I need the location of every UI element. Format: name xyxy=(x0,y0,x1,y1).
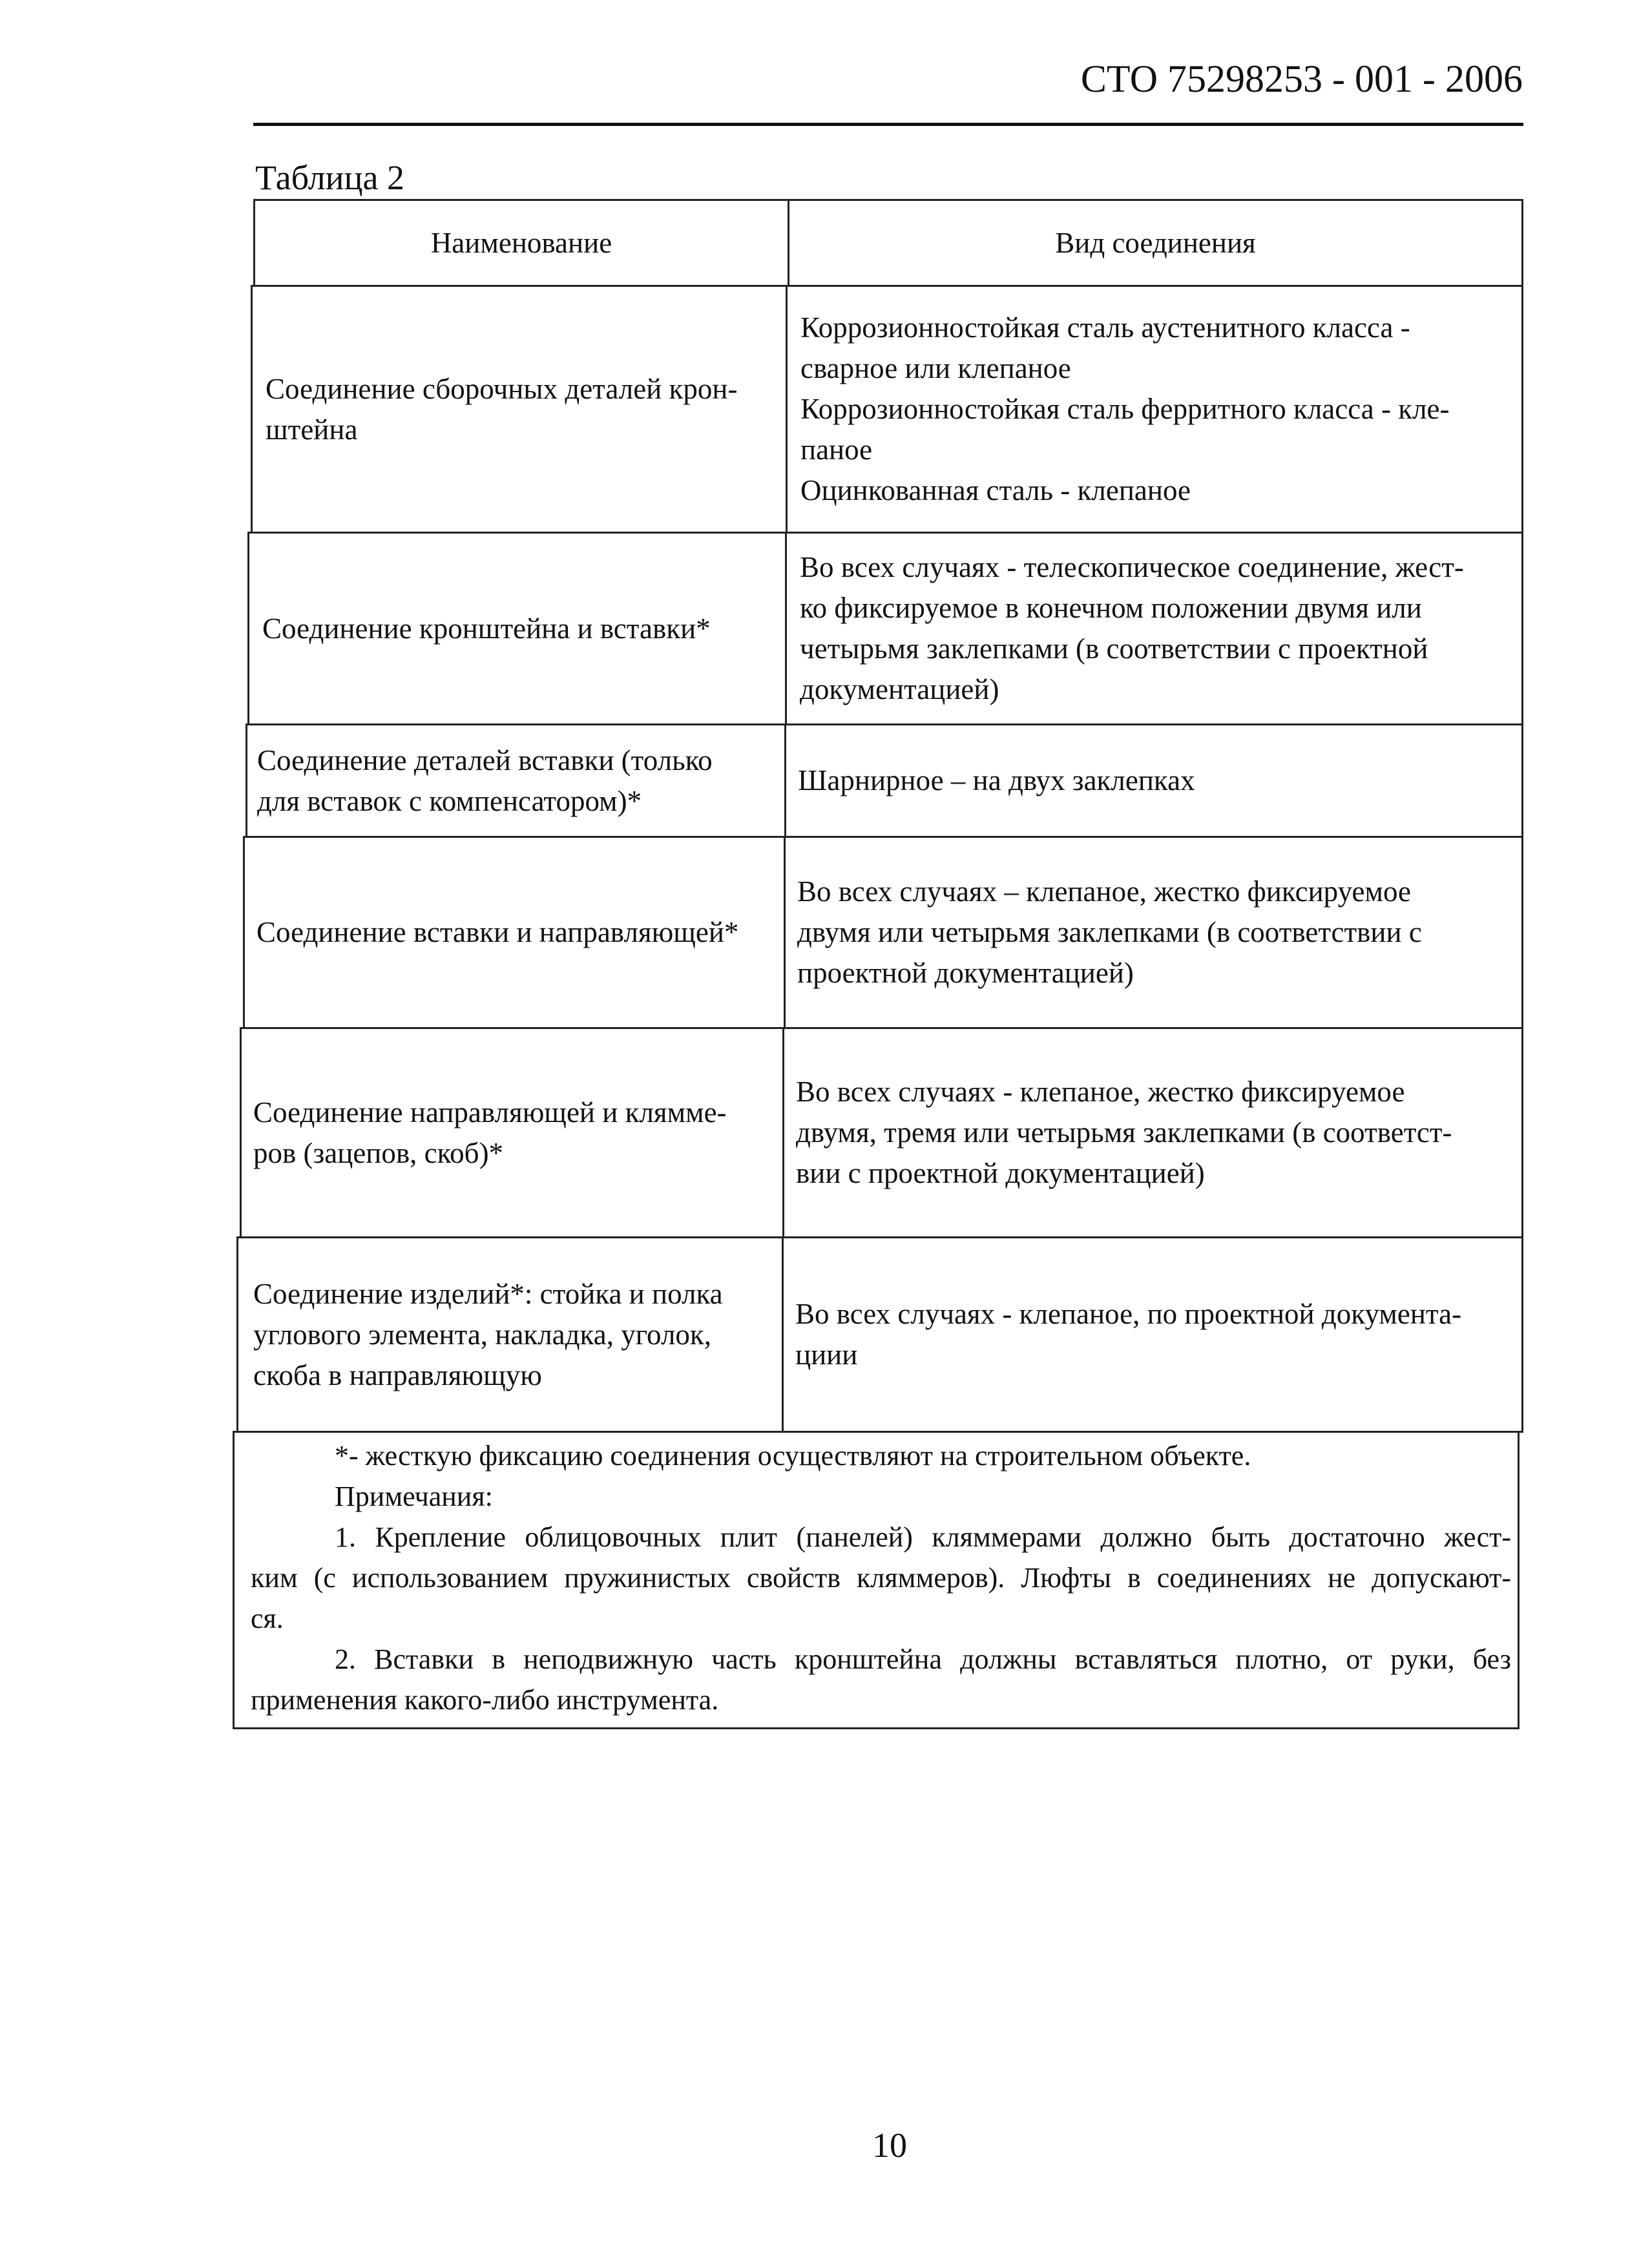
cell-text-line: четырьмя заклепками (в соответствии с проектной xyxy=(800,632,1428,665)
cell-text-line: Коррозионностойкая сталь аустенитного класса - xyxy=(800,311,1410,344)
cell-text-line: проектной документацией) xyxy=(797,957,1134,989)
cell-text-line: циии xyxy=(795,1338,858,1371)
cell-text-line: Во всех случаях - клепаное, жестко фиксируемое xyxy=(796,1076,1405,1108)
column-header-name xyxy=(253,199,789,287)
table-row-4-name xyxy=(243,836,786,1029)
cell-text-line: ко фиксируемое в конечном положении двумя или xyxy=(800,592,1422,624)
cell-text-line: для вставок с компенсатором)* xyxy=(257,784,642,817)
table-row-6-name xyxy=(236,1236,784,1433)
cell-text-line: сварное или клепаное xyxy=(800,352,1071,384)
cell-text-line: Соединение сборочных деталей крон- xyxy=(266,372,738,405)
table-row-3-type xyxy=(784,723,1523,838)
table-row-6-type xyxy=(782,1236,1523,1433)
cell-text-line: паное xyxy=(800,433,873,466)
table-row-1-name xyxy=(251,285,788,534)
cell-text-line: штейна xyxy=(266,413,358,446)
table-notes xyxy=(233,1431,1519,1729)
table-caption: Таблица 2 xyxy=(255,158,404,197)
table-row-2-name xyxy=(247,532,787,725)
cell-text-line: Коррозионностойкая сталь ферритного класса - кле- xyxy=(800,393,1450,425)
column-header-name-label: Наименование xyxy=(430,226,612,259)
table-row-2-type xyxy=(785,532,1523,725)
table-row-4-type xyxy=(784,836,1523,1029)
table-row-5-name xyxy=(240,1027,784,1238)
cell-text-line: углового элемента, накладка, уголок, xyxy=(253,1318,712,1351)
note-1-line: ся. xyxy=(251,1603,284,1634)
column-header-type-label: Вид соединения xyxy=(1055,226,1256,259)
note-2-line: применения какого-либо инструмента. xyxy=(251,1684,719,1716)
cell-text-line: ров (зацепов, скоб)* xyxy=(253,1136,504,1169)
page-number: 10 xyxy=(872,2126,907,2165)
column-header-type xyxy=(788,199,1523,287)
cell-text-line: Во всех случаях - телескопическое соединение, жест- xyxy=(800,551,1464,583)
cell-text-line: вии с проектной документацией) xyxy=(796,1157,1205,1189)
cell-text-line: документацией) xyxy=(800,673,999,705)
note-1-line: 1. Крепление облицовочных плит (панелей) кляммерами должно быть достаточно жест- xyxy=(335,1521,1511,1553)
cell-text-line: Во всех случаях – клепаное, жестко фиксируемое xyxy=(797,875,1411,908)
cell-text-line: Соединение деталей вставки (только xyxy=(257,744,713,776)
cell-text-line: Соединение вставки и направляющей* xyxy=(256,916,739,948)
note-1-line: ким (с использованием пружинистых свойств кляммеров). Люфты в соединениях не допускают- xyxy=(251,1562,1511,1594)
cell-text-line: Соединение направляющей и кляммe- xyxy=(253,1096,727,1129)
footnote: *- жесткую фиксацию соединения осуществляют на строительном объекте. xyxy=(335,1440,1251,1472)
cell-text-line: Шарнирное – на двух заклепках xyxy=(798,764,1195,796)
table-row-1-type xyxy=(786,285,1523,534)
cell-text-line: Во всех случаях - клепаное, по проектной документа- xyxy=(795,1298,1462,1330)
cell-text-line: скоба в направляющую xyxy=(253,1358,542,1391)
cell-text-line: двумя или четырьмя заклепками (в соответствии с xyxy=(797,916,1422,948)
document-code: СТО 75298253 - 001 - 2006 xyxy=(1080,57,1523,100)
cell-text-line: Соединение изделий*: стойка и полка xyxy=(253,1277,723,1310)
note-2-line: 2. Вставки в неподвижную часть кронштейна должны вставляться плотно, от руки, без xyxy=(335,1643,1511,1675)
table-row-5-type xyxy=(782,1027,1523,1238)
cell-text-line: двумя, тремя или четырьмя заклепками (в соответст- xyxy=(796,1116,1452,1149)
cell-text-line: Соединение кронштейна и вставки* xyxy=(262,612,711,645)
table-row-3-name xyxy=(245,723,786,838)
header-rule xyxy=(253,123,1523,126)
cell-text-line: Оцинкованная сталь - клепаное xyxy=(800,474,1191,506)
notes-heading: Примечания: xyxy=(335,1481,493,1512)
